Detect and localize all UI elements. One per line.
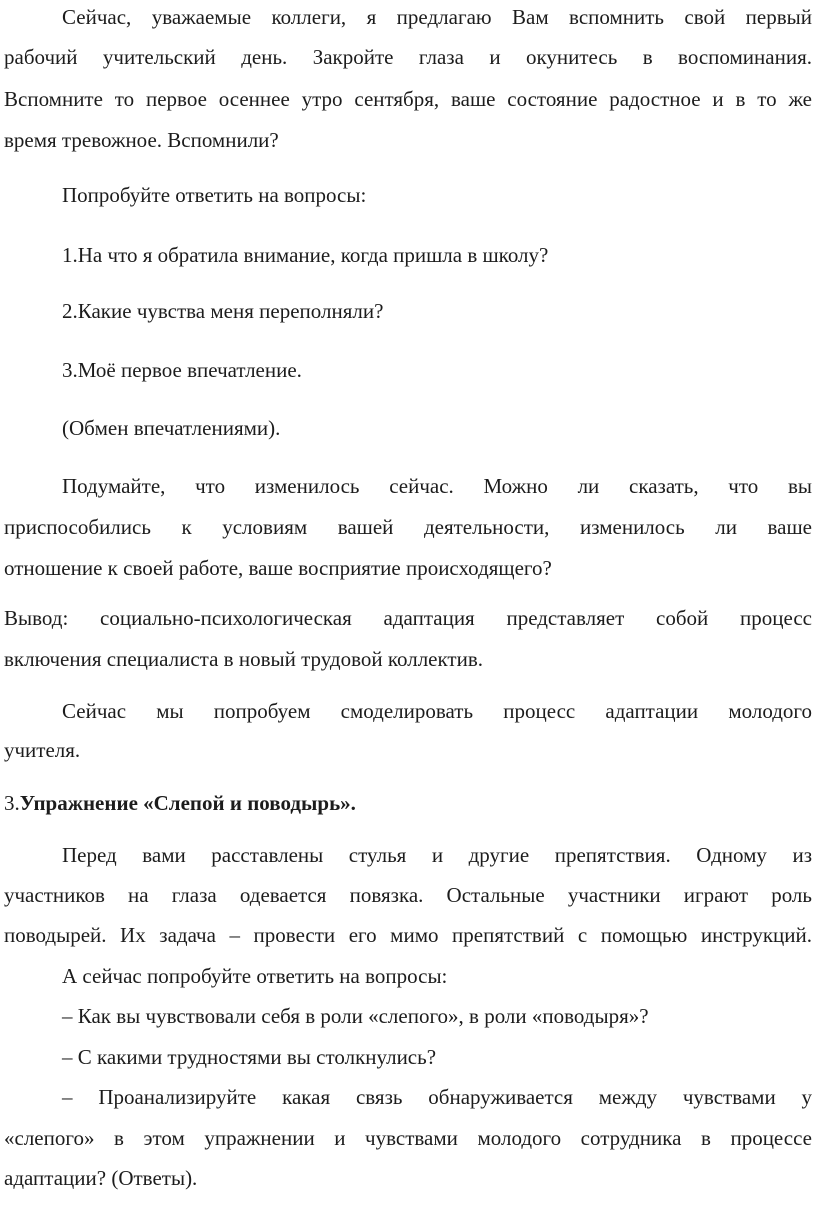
exchange-note: (Обмен впечатлениями). xyxy=(62,416,281,440)
discussion-intro: А сейчас попробуйте ответить на вопросы: xyxy=(62,964,448,988)
exercise-heading xyxy=(4,790,812,816)
paragraph-reflect-line-1: Подумайте, что изменилось сейчас. Можно ли сказать, что вы xyxy=(62,474,812,498)
question-2: 2.Какие чувства меня переполняли? xyxy=(62,299,384,323)
discussion-question-2: – С какими трудностями вы столкнулись? xyxy=(62,1045,437,1069)
paragraph-model-line-2: учителя. xyxy=(4,738,81,762)
paragraph-exercise-line-2: участников на глаза одевается повязка. Остальные участники играют роль xyxy=(4,883,812,907)
discussion-question-3-line-1: – Проанализируйте какая связь обнаруживается между чувствами у xyxy=(62,1085,812,1109)
conclusion-line-2: включения специалиста в новый трудовой коллектив. xyxy=(4,647,484,671)
paragraph-intro-line-3: Вспомните то первое осеннее утро сентября, ваше состояние радостное и в то же xyxy=(4,87,812,111)
question-3: 3.Моё первое впечатление. xyxy=(62,358,302,382)
paragraph-model-line-1: Сейчас мы попробуем смоделировать процесс адаптации молодого xyxy=(62,699,812,723)
conclusion-line-1: Вывод: социально-психологическая адаптация представляет собой процесс xyxy=(4,606,812,630)
paragraph-intro-line-1: Сейчас, уважаемые коллеги, я предлагаю Вам вспомнить свой первый xyxy=(62,5,812,29)
question-1: 1.На что я обратила внимание, когда пришла в школу? xyxy=(62,243,549,267)
paragraph-intro-line-2: рабочий учительский день. Закройте глаза и окунитесь в воспоминания. xyxy=(4,45,812,69)
paragraph-exercise-line-1: Перед вами расставлены стулья и другие препятствия. Одному из xyxy=(62,843,812,867)
paragraph-reflect-line-2: приспособились к условиям вашей деятельности, изменилось ли ваше xyxy=(4,515,812,539)
discussion-question-3-line-2: «слепого» в этом упражнении и чувствами молодого сотрудника в процессе xyxy=(4,1126,812,1150)
exercise-number: 3. xyxy=(4,791,20,815)
exercise-title: Упражнение «Слепой и поводырь». xyxy=(19,791,356,815)
discussion-question-1: – Как вы чувствовали себя в роли «слепого», в роли «поводыря»? xyxy=(62,1004,649,1028)
paragraph-exercise-line-3: поводырей. Их задача – провести его мимо препятствий с помощью инструкций. xyxy=(4,923,812,947)
discussion-question-3-line-3: адаптации? (Ответы). xyxy=(4,1166,198,1190)
paragraph-intro-line-4: время тревожное. Вспомнили? xyxy=(4,128,279,152)
paragraph-reflect-line-3: отношение к своей работе, ваше восприятие происходящего? xyxy=(4,556,552,580)
questions-intro: Попробуйте ответить на вопросы: xyxy=(62,183,367,207)
